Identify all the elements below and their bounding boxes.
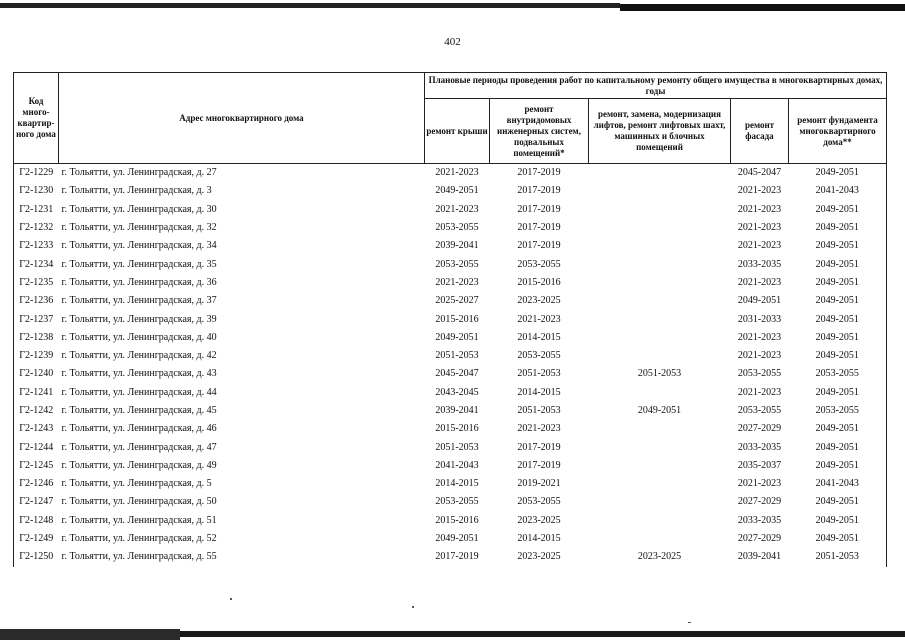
table-row [14,329,887,347]
table-row [14,512,887,530]
house-address: г. Тольятти, ул. Ленинградская, д. 51 [61,514,217,526]
roof-period: 2021-2023 [425,164,490,183]
house-address: г. Тольятти, ул. Ленинградская, д. 40 [61,331,217,343]
roof-period: 2051-2053 [435,441,479,453]
scan-speck [230,598,232,600]
table-row [14,475,887,493]
systems-period: 2051-2053 [517,405,561,416]
header-address: Адрес многоквартирного дома [59,73,425,164]
house-code: Г2-1243 [14,420,59,438]
facade-period: 2021-2023 [737,185,782,197]
facade-period: 2027-2029 [737,533,782,545]
facade-period: 2027-2029 [737,423,782,435]
facade-period: 2035-2037 [737,459,782,471]
systems-period: 2021-2023 [517,423,561,435]
house-address: г. Тольятти, ул. Ленинградская, д. 27 [59,164,425,183]
house-code: Г2-1250 [14,548,59,566]
roof-period: 2014-2015 [435,478,479,490]
lifts-period [589,274,731,292]
foundation-period: 2049-2051 [789,420,887,438]
house-code: Г2-1247 [14,493,59,511]
house-code: Г2-1230 [14,182,59,200]
table-row [14,530,887,548]
roof-period: 2053-2055 [435,258,479,270]
foundation-period: 2049-2051 [789,255,887,273]
header-work-periods: Плановые периоды проведения работ по капитальному ремонту общего имущества в многоквартирных домах, годы [425,73,887,99]
lifts-period [589,164,731,183]
foundation-period: 2051-2053 [789,548,887,566]
house-code: Г2-1237 [14,310,59,328]
lifts-period [589,457,731,475]
facade-period: 2053-2055 [737,368,782,380]
facade-period: 2033-2035 [737,514,782,526]
lifts-period: 2023-2025 [637,551,682,563]
facade-period: 2021-2023 [737,350,782,362]
facade-period: 2021-2023 [737,276,782,288]
foundation-period: 2049-2051 [789,347,887,365]
roof-period: 2045-2047 [435,368,479,380]
house-address: г. Тольятти, ул. Ленинградская, д. 34 [61,240,217,252]
roof-period: 2053-2055 [435,222,479,234]
scan-edge-bottom-left [0,629,180,640]
house-code: Г2-1245 [14,457,59,475]
table-row [14,347,887,365]
house-address: г. Тольятти, ул. Ленинградская, д. 46 [61,423,217,435]
facade-period: 2027-2029 [737,496,782,508]
systems-period: 2014-2015 [517,331,561,343]
header-engineering-systems: ремонт внутридомовых инженерных систем, подвальных помещений* [490,99,589,164]
roof-period: 2043-2045 [435,386,479,398]
table-row [14,201,887,219]
foundation-period: 2049-2051 [789,457,887,475]
table-row [14,255,887,273]
facade-period: 2039-2041 [737,551,782,563]
systems-period: 2053-2055 [517,258,561,270]
house-code: Г2-1233 [14,237,59,255]
house-address: г. Тольятти, ул. Ленинградская, д. 5 [61,478,212,490]
lifts-period [589,310,731,328]
house-address: г. Тольятти, ул. Ленинградская, д. 43 [61,368,217,380]
lifts-period [589,420,731,438]
page-number: 402 [444,36,461,48]
house-address: г. Тольятти, ул. Ленинградская, д. 35 [61,258,217,270]
facade-period: 2053-2055 [737,405,782,416]
house-code: Г2-1235 [14,274,59,292]
house-code: Г2-1240 [14,365,59,383]
roof-period: 2015-2016 [435,514,479,526]
house-code: Г2-1244 [14,438,59,456]
lifts-period: 2049-2051 [637,405,682,416]
table-row [14,219,887,237]
lifts-period [589,292,731,310]
foundation-period: 2049-2051 [789,530,887,548]
facade-period: 2049-2051 [737,295,782,307]
systems-period: 2014-2015 [517,533,561,545]
house-address: г. Тольятти, ул. Ленинградская, д. 37 [61,295,217,307]
roof-period: 2021-2023 [435,203,479,215]
table-row [14,493,887,511]
foundation-period: 2041-2043 [789,182,887,200]
house-code: Г2-1234 [14,255,59,273]
house-address: г. Тольятти, ул. Ленинградская, д. 30 [61,203,217,215]
roof-period: 2049-2051 [435,533,479,545]
roof-period: 2049-2051 [435,331,479,343]
facade-period: 2021-2023 [737,386,782,398]
house-code: Г2-1249 [14,530,59,548]
house-code: Г2-1232 [14,219,59,237]
foundation-period: 2049-2051 [789,237,887,255]
scan-edge-top-right [620,0,905,14]
systems-period: 2023-2025 [517,551,561,563]
systems-period: 2017-2019 [490,164,589,183]
foundation-period: 2049-2051 [789,310,887,328]
table-row [14,384,887,402]
lifts-period [589,201,731,219]
facade-period: 2021-2023 [737,331,782,343]
house-address: г. Тольятти, ул. Ленинградская, д. 49 [61,459,217,471]
table-row [14,438,887,456]
table-row [14,548,887,566]
systems-period: 2053-2055 [517,350,561,362]
facade-period: 2021-2023 [737,203,782,215]
table-row [14,164,887,183]
scan-speck [688,622,691,623]
systems-period: 2017-2019 [517,441,561,453]
table-row [14,237,887,255]
systems-period: 2017-2019 [517,185,561,197]
foundation-period: 2053-2055 [789,402,887,420]
systems-period: 2014-2015 [517,386,561,398]
roof-period: 2039-2041 [435,240,479,252]
foundation-period: 2049-2051 [789,329,887,347]
lifts-period [589,219,731,237]
house-code: Г2-1239 [14,347,59,365]
lifts-period [589,512,731,530]
foundation-period: 2049-2051 [789,201,887,219]
house-code: Г2-1246 [14,475,59,493]
foundation-period: 2049-2051 [789,493,887,511]
header-roof: ремонт крыши [425,99,490,164]
foundation-period: 2049-2051 [789,384,887,402]
facade-period: 2021-2023 [737,222,782,234]
systems-period: 2051-2053 [517,368,561,380]
table-row [14,365,887,383]
house-address: г. Тольятти, ул. Ленинградская, д. 3 [61,185,212,197]
house-address: г. Тольятти, ул. Ленинградская, д. 55 [61,551,217,563]
foundation-period: 2049-2051 [789,219,887,237]
house-address: г. Тольятти, ул. Ленинградская, д. 39 [61,313,217,325]
house-code: Г2-1242 [14,402,59,420]
house-code: Г2-1229 [14,164,59,183]
roof-period: 2017-2019 [435,551,479,563]
foundation-period: 2041-2043 [789,475,887,493]
facade-period: 2021-2023 [737,478,782,490]
foundation-period: 2049-2051 [789,438,887,456]
table-row [14,182,887,200]
systems-period: 2017-2019 [517,222,561,234]
lifts-period [589,475,731,493]
roof-period: 2015-2016 [435,423,479,435]
systems-period: 2023-2025 [517,514,561,526]
facade-period: 2033-2035 [737,441,782,453]
roof-period: 2053-2055 [435,496,479,508]
facade-period: 2045-2047 [731,164,789,183]
facade-period: 2031-2033 [737,313,782,325]
header-foundation: ремонт фундамента многоквартирного дома** [789,99,887,164]
foundation-period: 2049-2051 [789,292,887,310]
roof-period: 2015-2016 [435,313,479,325]
header-lifts: ремонт, замена, модернизация лифтов, ремонт лифтовых шахт, машинных и блочных помещений [589,99,731,164]
lifts-period [589,237,731,255]
roof-period: 2049-2051 [435,185,479,197]
systems-period: 2023-2025 [517,295,561,307]
house-address: г. Тольятти, ул. Ленинградская, д. 44 [61,386,217,398]
roof-period: 2051-2053 [435,350,479,362]
lifts-period [589,255,731,273]
house-code: Г2-1231 [14,201,59,219]
house-code: Г2-1241 [14,384,59,402]
house-address: г. Тольятти, ул. Ленинградская, д. 52 [61,533,217,545]
systems-period: 2053-2055 [517,496,561,508]
foundation-period: 2049-2051 [789,274,887,292]
facade-period: 2021-2023 [737,240,782,252]
house-address: г. Тольятти, ул. Ленинградская, д. 47 [61,441,217,453]
house-address: г. Тольятти, ул. Ленинградская, д. 32 [61,222,217,234]
house-code: Г2-1248 [14,512,59,530]
header-code: Код много-квартир-ного дома [14,73,59,164]
table-row [14,310,887,328]
house-address: г. Тольятти, ул. Ленинградская, д. 42 [61,350,217,362]
house-code: Г2-1236 [14,292,59,310]
systems-period: 2019-2021 [517,478,561,490]
systems-period: 2017-2019 [517,203,561,215]
roof-period: 2021-2023 [435,276,479,288]
house-code: Г2-1238 [14,329,59,347]
lifts-period [589,347,731,365]
lifts-period [589,182,731,200]
table-row [14,292,887,310]
table-row [14,274,887,292]
lifts-period [589,493,731,511]
scan-speck [412,606,414,608]
repair-schedule-table [13,72,887,567]
systems-period: 2017-2019 [517,240,561,252]
foundation-period: 2053-2055 [789,365,887,383]
house-address: г. Тольятти, ул. Ленинградская, д. 50 [61,496,217,508]
systems-period: 2015-2016 [517,276,561,288]
lifts-period: 2051-2053 [637,368,682,380]
roof-period: 2025-2027 [435,295,479,307]
foundation-period: 2049-2051 [789,164,887,183]
lifts-period [589,438,731,456]
systems-period: 2021-2023 [517,313,561,325]
house-address: г. Тольятти, ул. Ленинградская, д. 36 [61,276,217,288]
house-address: г. Тольятти, ул. Ленинградская, д. 45 [61,405,217,416]
header-facade: ремонт фасада [731,99,789,164]
table-row [14,402,887,420]
lifts-period [589,384,731,402]
lifts-period [589,329,731,347]
roof-period: 2039-2041 [435,405,479,416]
foundation-period: 2049-2051 [789,512,887,530]
facade-period: 2033-2035 [737,258,782,270]
table-row [14,457,887,475]
systems-period: 2017-2019 [517,459,561,471]
roof-period: 2041-2043 [435,459,479,471]
table-row [14,420,887,438]
lifts-period [589,530,731,548]
